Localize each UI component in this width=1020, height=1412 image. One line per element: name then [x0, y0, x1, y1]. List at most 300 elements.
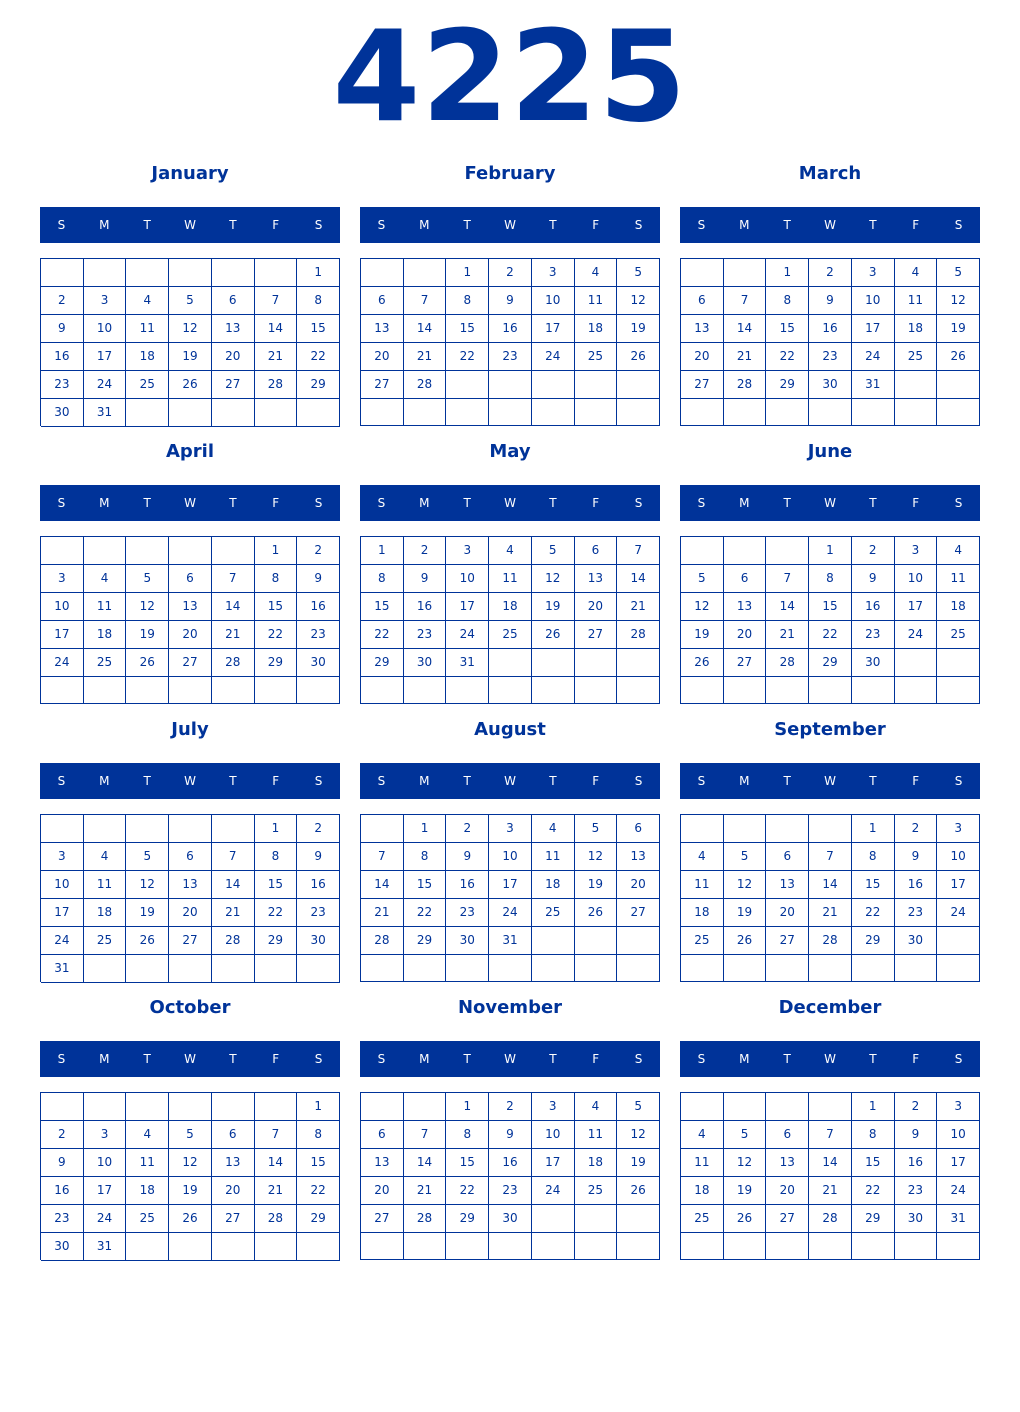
day-cell: 28: [212, 927, 255, 955]
day-cell: 25: [575, 1177, 618, 1205]
empty-cell: [766, 955, 809, 982]
day-cell: 4: [681, 843, 724, 871]
empty-cell: [617, 677, 660, 704]
day-cell: 13: [212, 315, 255, 343]
day-cell: 24: [489, 899, 532, 927]
day-cell: 13: [575, 565, 618, 593]
day-cell: 25: [84, 927, 127, 955]
day-cell: 25: [681, 927, 724, 955]
day-cell: 21: [617, 593, 660, 621]
day-cell: 19: [169, 1177, 212, 1205]
day-cell: 22: [361, 621, 404, 649]
day-cell: 6: [617, 815, 660, 843]
day-cell: 15: [255, 871, 298, 899]
day-cell: 22: [297, 1177, 340, 1205]
weekday-label: S: [954, 774, 963, 788]
day-cell: 22: [852, 899, 895, 927]
weekday-header: [40, 207, 340, 243]
empty-cell: [852, 677, 895, 704]
day-cell: 2: [297, 537, 340, 565]
day-cell: 20: [212, 343, 255, 371]
day-cell: 10: [937, 843, 980, 871]
empty-cell: [404, 1233, 447, 1260]
day-cell: 23: [41, 371, 84, 399]
day-cell: 30: [809, 371, 852, 399]
empty-cell: [255, 399, 298, 427]
day-cell: 19: [724, 899, 767, 927]
day-cell: 12: [937, 287, 980, 315]
day-cell: 3: [84, 1121, 127, 1149]
day-cell: 1: [255, 815, 298, 843]
weekday-label: W: [504, 774, 516, 788]
day-grid: [40, 536, 340, 704]
empty-cell: [84, 955, 127, 983]
day-cell: 24: [937, 1177, 980, 1205]
day-cell: 23: [895, 899, 938, 927]
day-cell: 19: [617, 1149, 660, 1177]
weekday-label: T: [549, 1052, 557, 1066]
day-cell: 18: [575, 315, 618, 343]
day-cell: 10: [41, 593, 84, 621]
day-cell: 9: [41, 1149, 84, 1177]
weekday-label: S: [57, 496, 66, 510]
day-cell: 14: [361, 871, 404, 899]
weekday-label: S: [697, 496, 706, 510]
day-cell: 23: [297, 899, 340, 927]
day-cell: 27: [361, 1205, 404, 1233]
day-cell: 29: [297, 371, 340, 399]
weekday-label: M: [419, 218, 430, 232]
empty-cell: [297, 677, 340, 704]
day-cell: 11: [681, 871, 724, 899]
day-cell: 26: [126, 927, 169, 955]
weekday-label: T: [229, 218, 237, 232]
weekday-label: S: [314, 1052, 323, 1066]
day-cell: 21: [404, 1177, 447, 1205]
day-cell: 31: [446, 649, 489, 677]
day-cell: 8: [404, 843, 447, 871]
empty-cell: [169, 1093, 212, 1121]
empty-cell: [361, 815, 404, 843]
day-cell: 16: [297, 871, 340, 899]
day-cell: 19: [617, 315, 660, 343]
day-cell: 14: [724, 315, 767, 343]
day-cell: 9: [404, 565, 447, 593]
day-cell: 10: [446, 565, 489, 593]
day-cell: 7: [255, 287, 298, 315]
day-cell: 28: [766, 649, 809, 677]
day-cell: 20: [169, 621, 212, 649]
day-cell: 25: [937, 621, 980, 649]
empty-cell: [212, 815, 255, 843]
day-cell: 24: [532, 1177, 575, 1205]
day-cell: 28: [809, 1205, 852, 1233]
month-title: June: [807, 441, 853, 462]
empty-cell: [297, 1233, 340, 1261]
day-cell: 23: [489, 343, 532, 371]
empty-cell: [617, 371, 660, 399]
day-grid: [40, 814, 340, 982]
day-cell: 29: [446, 1205, 489, 1233]
day-cell: 8: [446, 287, 489, 315]
day-cell: 2: [895, 1093, 938, 1121]
day-cell: 7: [212, 843, 255, 871]
month-title: July: [171, 719, 209, 740]
day-cell: 13: [681, 315, 724, 343]
day-cell: 26: [169, 1205, 212, 1233]
month-title: January: [151, 163, 229, 184]
weekday-label: S: [634, 1052, 643, 1066]
empty-cell: [255, 1093, 298, 1121]
day-cell: 23: [446, 899, 489, 927]
day-cell: 22: [446, 343, 489, 371]
weekday-label: T: [783, 496, 791, 510]
weekday-label: W: [184, 1052, 196, 1066]
day-cell: 23: [489, 1177, 532, 1205]
day-cell: 24: [852, 343, 895, 371]
weekday-label: M: [419, 496, 430, 510]
weekday-label: W: [504, 496, 516, 510]
day-cell: 7: [212, 565, 255, 593]
weekday-label: W: [184, 496, 196, 510]
month-title: September: [774, 719, 886, 740]
day-cell: 30: [489, 1205, 532, 1233]
day-cell: 3: [895, 537, 938, 565]
weekday-label: S: [954, 218, 963, 232]
day-cell: 9: [489, 287, 532, 315]
empty-cell: [575, 955, 618, 982]
empty-cell: [532, 1205, 575, 1233]
weekday-label: T: [229, 774, 237, 788]
day-cell: 27: [617, 899, 660, 927]
weekday-label: T: [463, 218, 471, 232]
day-cell: 22: [297, 343, 340, 371]
day-cell: 7: [404, 287, 447, 315]
empty-cell: [681, 955, 724, 982]
day-cell: 2: [41, 287, 84, 315]
day-cell: 17: [489, 871, 532, 899]
weekday-label: T: [869, 1052, 877, 1066]
day-cell: 1: [255, 537, 298, 565]
day-cell: 17: [532, 1149, 575, 1177]
month-title: December: [778, 997, 882, 1018]
day-cell: 28: [404, 371, 447, 399]
day-cell: 8: [766, 287, 809, 315]
day-cell: 1: [809, 537, 852, 565]
empty-cell: [297, 399, 340, 427]
day-cell: 31: [489, 927, 532, 955]
day-cell: 13: [212, 1149, 255, 1177]
day-cell: 11: [84, 871, 127, 899]
day-grid: [680, 536, 980, 704]
day-cell: 17: [446, 593, 489, 621]
day-cell: 12: [575, 843, 618, 871]
day-cell: 24: [895, 621, 938, 649]
day-cell: 20: [361, 1177, 404, 1205]
empty-cell: [895, 955, 938, 982]
day-cell: 28: [361, 927, 404, 955]
day-cell: 1: [766, 259, 809, 287]
empty-cell: [169, 537, 212, 565]
empty-cell: [41, 1093, 84, 1121]
empty-cell: [575, 1205, 618, 1233]
weekday-label: W: [824, 496, 836, 510]
day-cell: 3: [84, 287, 127, 315]
empty-cell: [724, 1093, 767, 1121]
day-cell: 9: [852, 565, 895, 593]
day-cell: 11: [681, 1149, 724, 1177]
day-cell: 2: [852, 537, 895, 565]
empty-cell: [532, 677, 575, 704]
empty-cell: [126, 1093, 169, 1121]
day-cell: 29: [766, 371, 809, 399]
weekday-label: F: [912, 1052, 920, 1066]
day-cell: 5: [681, 565, 724, 593]
weekday-label: T: [869, 218, 877, 232]
day-cell: 28: [617, 621, 660, 649]
day-cell: 20: [361, 343, 404, 371]
weekday-label: S: [377, 1052, 386, 1066]
day-cell: 19: [724, 1177, 767, 1205]
day-cell: 22: [255, 899, 298, 927]
weekday-label: S: [314, 218, 323, 232]
day-cell: 13: [766, 1149, 809, 1177]
weekday-label: M: [739, 774, 750, 788]
weekday-header: [680, 207, 980, 243]
day-cell: 17: [84, 1177, 127, 1205]
day-cell: 16: [41, 343, 84, 371]
empty-cell: [126, 815, 169, 843]
empty-cell: [809, 815, 852, 843]
empty-cell: [937, 399, 980, 426]
empty-cell: [169, 399, 212, 427]
empty-cell: [532, 1233, 575, 1260]
weekday-label: M: [99, 218, 110, 232]
weekday-label: F: [272, 1052, 280, 1066]
day-cell: 25: [126, 1205, 169, 1233]
day-cell: 16: [489, 1149, 532, 1177]
day-cell: 12: [126, 871, 169, 899]
weekday-label: M: [739, 218, 750, 232]
month-title: August: [474, 719, 546, 740]
weekday-label: F: [912, 496, 920, 510]
empty-cell: [169, 1233, 212, 1261]
empty-cell: [617, 649, 660, 677]
day-cell: 6: [766, 1121, 809, 1149]
empty-cell: [937, 927, 980, 955]
empty-cell: [404, 677, 447, 704]
empty-cell: [404, 1093, 447, 1121]
day-cell: 18: [937, 593, 980, 621]
empty-cell: [255, 1233, 298, 1261]
day-cell: 16: [895, 871, 938, 899]
day-cell: 4: [84, 843, 127, 871]
day-cell: 14: [212, 871, 255, 899]
empty-cell: [361, 955, 404, 982]
weekday-label: F: [912, 774, 920, 788]
empty-cell: [575, 927, 618, 955]
day-cell: 21: [255, 1177, 298, 1205]
empty-cell: [724, 259, 767, 287]
day-cell: 30: [41, 399, 84, 427]
day-cell: 7: [617, 537, 660, 565]
weekday-label: M: [99, 496, 110, 510]
empty-cell: [937, 677, 980, 704]
day-cell: 5: [126, 565, 169, 593]
weekday-label: S: [954, 496, 963, 510]
day-cell: 4: [126, 1121, 169, 1149]
empty-cell: [724, 537, 767, 565]
weekday-label: T: [229, 1052, 237, 1066]
empty-cell: [446, 371, 489, 399]
day-cell: 29: [404, 927, 447, 955]
day-cell: 5: [575, 815, 618, 843]
day-cell: 7: [361, 843, 404, 871]
day-cell: 9: [41, 315, 84, 343]
empty-cell: [212, 1093, 255, 1121]
day-grid: [360, 814, 660, 982]
empty-cell: [532, 955, 575, 982]
day-cell: 26: [681, 649, 724, 677]
empty-cell: [489, 677, 532, 704]
day-cell: 29: [852, 1205, 895, 1233]
day-cell: 22: [404, 899, 447, 927]
day-cell: 15: [297, 1149, 340, 1177]
day-cell: 16: [489, 315, 532, 343]
day-cell: 20: [617, 871, 660, 899]
day-cell: 25: [126, 371, 169, 399]
empty-cell: [681, 677, 724, 704]
day-cell: 9: [895, 1121, 938, 1149]
weekday-label: F: [272, 774, 280, 788]
empty-cell: [255, 955, 298, 983]
weekday-label: S: [314, 774, 323, 788]
day-cell: 6: [169, 565, 212, 593]
day-grid: [360, 536, 660, 704]
day-cell: 2: [446, 815, 489, 843]
empty-cell: [766, 815, 809, 843]
day-cell: 17: [41, 899, 84, 927]
empty-cell: [84, 815, 127, 843]
month-title: March: [798, 163, 862, 184]
day-cell: 30: [297, 649, 340, 677]
day-cell: 15: [404, 871, 447, 899]
weekday-label: S: [954, 1052, 963, 1066]
day-cell: 6: [766, 843, 809, 871]
day-cell: 3: [489, 815, 532, 843]
day-cell: 26: [575, 899, 618, 927]
empty-cell: [617, 955, 660, 982]
day-cell: 27: [212, 371, 255, 399]
empty-cell: [404, 259, 447, 287]
day-cell: 7: [766, 565, 809, 593]
weekday-header: [40, 763, 340, 799]
weekday-header: [680, 1041, 980, 1077]
day-cell: 18: [575, 1149, 618, 1177]
day-cell: 30: [297, 927, 340, 955]
day-cell: 17: [937, 1149, 980, 1177]
empty-cell: [681, 1093, 724, 1121]
empty-cell: [724, 955, 767, 982]
day-grid: [360, 258, 660, 426]
day-cell: 10: [937, 1121, 980, 1149]
day-cell: 13: [617, 843, 660, 871]
empty-cell: [766, 677, 809, 704]
day-cell: 21: [361, 899, 404, 927]
day-cell: 10: [84, 315, 127, 343]
day-cell: 15: [446, 1149, 489, 1177]
empty-cell: [575, 399, 618, 426]
empty-cell: [446, 1233, 489, 1260]
empty-cell: [489, 399, 532, 426]
empty-cell: [681, 1233, 724, 1260]
empty-cell: [766, 1233, 809, 1260]
empty-cell: [852, 399, 895, 426]
day-cell: 8: [852, 843, 895, 871]
day-cell: 26: [532, 621, 575, 649]
empty-cell: [895, 677, 938, 704]
empty-cell: [169, 815, 212, 843]
day-cell: 25: [575, 343, 618, 371]
day-cell: 25: [489, 621, 532, 649]
day-cell: 13: [724, 593, 767, 621]
day-cell: 31: [84, 1233, 127, 1261]
day-cell: 3: [852, 259, 895, 287]
day-cell: 3: [446, 537, 489, 565]
empty-cell: [681, 815, 724, 843]
day-cell: 28: [255, 1205, 298, 1233]
empty-cell: [126, 677, 169, 704]
day-cell: 17: [532, 315, 575, 343]
empty-cell: [617, 1233, 660, 1260]
day-cell: 6: [361, 1121, 404, 1149]
empty-cell: [937, 649, 980, 677]
day-cell: 2: [489, 259, 532, 287]
day-cell: 19: [575, 871, 618, 899]
day-cell: 27: [766, 927, 809, 955]
day-cell: 6: [169, 843, 212, 871]
day-grid: [360, 1092, 660, 1260]
day-cell: 27: [724, 649, 767, 677]
day-cell: 21: [212, 899, 255, 927]
day-cell: 5: [617, 259, 660, 287]
day-cell: 24: [84, 371, 127, 399]
day-cell: 4: [575, 1093, 618, 1121]
day-cell: 4: [489, 537, 532, 565]
day-cell: 9: [297, 565, 340, 593]
day-cell: 30: [895, 1205, 938, 1233]
empty-cell: [937, 1233, 980, 1260]
empty-cell: [84, 537, 127, 565]
day-cell: 18: [681, 1177, 724, 1205]
weekday-label: T: [783, 218, 791, 232]
day-cell: 2: [404, 537, 447, 565]
weekday-label: M: [739, 1052, 750, 1066]
day-cell: 6: [575, 537, 618, 565]
empty-cell: [212, 677, 255, 704]
weekday-label: S: [634, 496, 643, 510]
weekday-label: F: [912, 218, 920, 232]
weekday-label: M: [99, 774, 110, 788]
day-cell: 7: [809, 1121, 852, 1149]
day-cell: 17: [852, 315, 895, 343]
day-cell: 9: [809, 287, 852, 315]
day-cell: 25: [895, 343, 938, 371]
weekday-label: M: [419, 1052, 430, 1066]
day-cell: 18: [489, 593, 532, 621]
weekday-label: S: [57, 218, 66, 232]
empty-cell: [575, 1233, 618, 1260]
